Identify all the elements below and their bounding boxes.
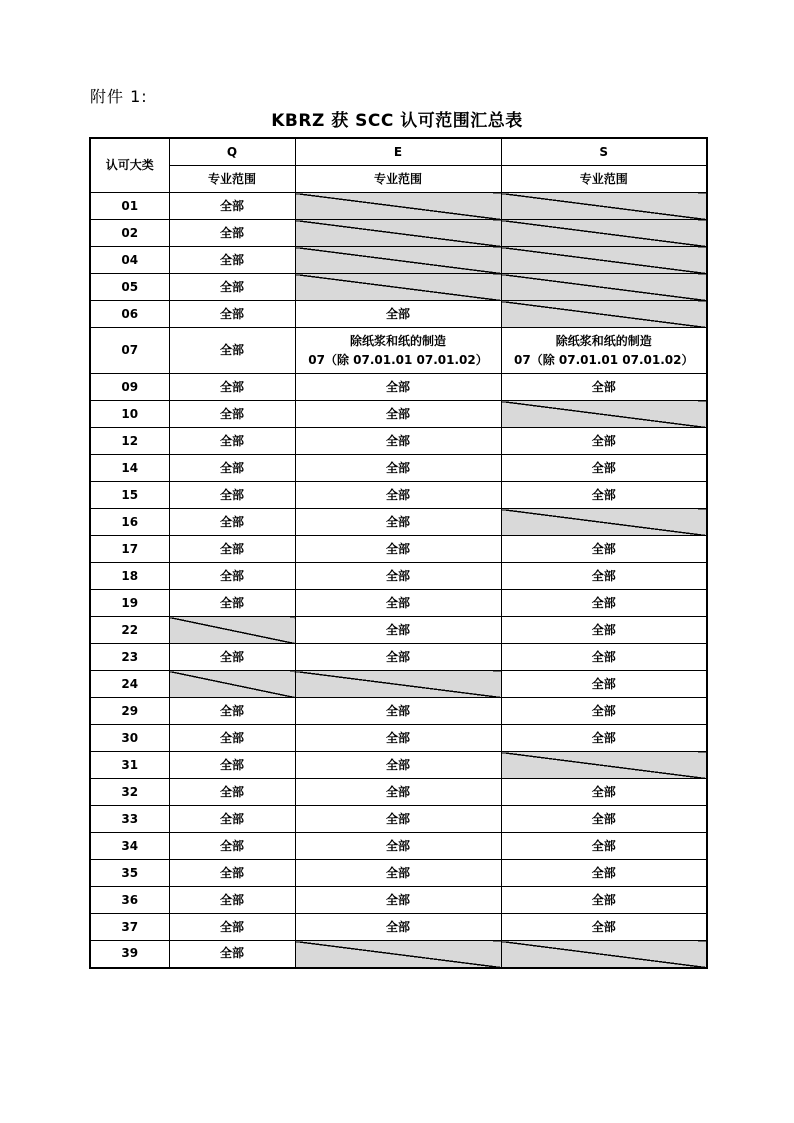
header-row-subheaders: [90, 166, 707, 193]
cell-s-not-applicable: [501, 274, 707, 301]
cell-e: 全部: [295, 887, 501, 914]
cell-s-not-applicable: [501, 752, 707, 779]
cell-category: 37: [90, 914, 169, 941]
cell-category: 30: [90, 725, 169, 752]
cell-q: 全部: [169, 563, 295, 590]
table-row: [90, 590, 707, 617]
cell-category: 23: [90, 644, 169, 671]
cell-e: 全部: [295, 590, 501, 617]
cell-q: 全部: [169, 833, 295, 860]
cell-s: 全部: [501, 590, 707, 617]
cell-e: 全部: [295, 698, 501, 725]
cell-s: 全部: [501, 833, 707, 860]
cell-e: 全部: [295, 509, 501, 536]
cell-category: 14: [90, 455, 169, 482]
table-body: [90, 193, 707, 968]
cell-s-not-applicable: [501, 941, 707, 968]
cell-category: 34: [90, 833, 169, 860]
cell-category: 39: [90, 941, 169, 968]
cell-q: 全部: [169, 482, 295, 509]
table-row: [90, 220, 707, 247]
cell-category: 04: [90, 247, 169, 274]
table-row: [90, 247, 707, 274]
table-row: [90, 193, 707, 220]
cell-category: 32: [90, 779, 169, 806]
cell-category: 36: [90, 887, 169, 914]
cell-q: 全部: [169, 941, 295, 968]
cell-category: 01: [90, 193, 169, 220]
cell-q: 全部: [169, 428, 295, 455]
table-row: [90, 428, 707, 455]
cell-q: 全部: [169, 247, 295, 274]
cell-q: 全部: [169, 301, 295, 328]
cell-s: 全部: [501, 536, 707, 563]
cell-q: 全部: [169, 779, 295, 806]
cell-e: 全部: [295, 914, 501, 941]
header-row-groups: [90, 138, 707, 166]
cell-q-not-applicable: [169, 671, 295, 698]
cell-s-not-applicable: [501, 509, 707, 536]
table-row: [90, 833, 707, 860]
cell-category: 19: [90, 590, 169, 617]
cell-category: 22: [90, 617, 169, 644]
cell-category: 12: [90, 428, 169, 455]
cell-q: 全部: [169, 455, 295, 482]
cell-e: 全部: [295, 617, 501, 644]
cell-category: 07: [90, 328, 169, 374]
table-row: [90, 509, 707, 536]
cell-q: 全部: [169, 806, 295, 833]
cell-category: 02: [90, 220, 169, 247]
table-row: [90, 301, 707, 328]
table-row: [90, 563, 707, 590]
table-row: [90, 482, 707, 509]
cell-e: 全部: [295, 301, 501, 328]
cell-s: 全部: [501, 671, 707, 698]
cell-e: 全部: [295, 752, 501, 779]
table-row: [90, 752, 707, 779]
subheader-e: 专业范围: [295, 166, 501, 193]
header-category: 认可大类: [90, 138, 169, 193]
cell-s-not-applicable: [501, 193, 707, 220]
table-row: [90, 671, 707, 698]
cell-s: 全部: [501, 428, 707, 455]
cell-q: 全部: [169, 220, 295, 247]
cell-line: 除纸浆和纸的制造: [349, 333, 446, 348]
cell-s: 全部: [501, 887, 707, 914]
cell-q: 全部: [169, 328, 295, 374]
table-row: [90, 941, 707, 968]
table-row: [90, 860, 707, 887]
cell-q: 全部: [169, 725, 295, 752]
cell-category: 16: [90, 509, 169, 536]
table-row: [90, 725, 707, 752]
subheader-q: 专业范围: [169, 166, 295, 193]
cell-category: 31: [90, 752, 169, 779]
cell-q: 全部: [169, 644, 295, 671]
header-group-e: E: [295, 138, 501, 166]
cell-q: 全部: [169, 509, 295, 536]
cell-e-not-applicable: [295, 220, 501, 247]
cell-category: 35: [90, 860, 169, 887]
cell-category: 05: [90, 274, 169, 301]
cell-e: [295, 328, 501, 374]
cell-q: 全部: [169, 590, 295, 617]
cell-e-not-applicable: [295, 274, 501, 301]
cell-e: 全部: [295, 374, 501, 401]
cell-e: 全部: [295, 428, 501, 455]
cell-q: 全部: [169, 752, 295, 779]
cell-s-not-applicable: [501, 247, 707, 274]
cell-q: 全部: [169, 374, 295, 401]
cell-s: 全部: [501, 617, 707, 644]
cell-s: 全部: [501, 779, 707, 806]
cell-q: 全部: [169, 914, 295, 941]
table-row: [90, 274, 707, 301]
cell-q: 全部: [169, 887, 295, 914]
table-row: [90, 374, 707, 401]
cell-s: 全部: [501, 644, 707, 671]
subheader-s: 专业范围: [501, 166, 707, 193]
cell-q: 全部: [169, 401, 295, 428]
cell-e: 全部: [295, 482, 501, 509]
cell-s-not-applicable: [501, 301, 707, 328]
cell-e: 全部: [295, 806, 501, 833]
cell-category: 33: [90, 806, 169, 833]
cell-category: 15: [90, 482, 169, 509]
attachment-label: 附件 1:: [90, 87, 148, 106]
cell-s: 全部: [501, 860, 707, 887]
cell-line: 07（除 07.01.01 07.01.02）: [514, 352, 694, 367]
table-row: [90, 806, 707, 833]
cell-e: 全部: [295, 644, 501, 671]
cell-s: 全部: [501, 725, 707, 752]
cell-s: [501, 328, 707, 374]
cell-e-not-applicable: [295, 671, 501, 698]
cell-e: 全部: [295, 725, 501, 752]
cell-s: 全部: [501, 806, 707, 833]
table-row: [90, 401, 707, 428]
cell-s: 全部: [501, 455, 707, 482]
cell-e: 全部: [295, 779, 501, 806]
cell-s-not-applicable: [501, 220, 707, 247]
cell-e-not-applicable: [295, 193, 501, 220]
table-row: [90, 617, 707, 644]
cell-category: 29: [90, 698, 169, 725]
cell-e: 全部: [295, 455, 501, 482]
header-group-s: S: [501, 138, 707, 166]
cell-e: 全部: [295, 860, 501, 887]
cell-e: 全部: [295, 563, 501, 590]
table-row: [90, 328, 707, 374]
table-row: [90, 887, 707, 914]
cell-e: 全部: [295, 833, 501, 860]
cell-e: 全部: [295, 536, 501, 563]
cell-line: 除纸浆和纸的制造: [555, 333, 652, 348]
cell-s-not-applicable: [501, 401, 707, 428]
table-header: [90, 138, 707, 193]
table-row: [90, 536, 707, 563]
table-row: [90, 698, 707, 725]
cell-category: 06: [90, 301, 169, 328]
cell-e: 全部: [295, 401, 501, 428]
cell-category: 10: [90, 401, 169, 428]
header-group-q: Q: [169, 138, 295, 166]
cell-s: 全部: [501, 914, 707, 941]
page-title: KBRZ 获 SCC 认可范围汇总表: [271, 111, 523, 131]
cell-category: 09: [90, 374, 169, 401]
cell-category: 18: [90, 563, 169, 590]
table-row: [90, 455, 707, 482]
cell-q: 全部: [169, 536, 295, 563]
cell-s: 全部: [501, 482, 707, 509]
cell-e-not-applicable: [295, 247, 501, 274]
cell-e-not-applicable: [295, 941, 501, 968]
table-row: [90, 914, 707, 941]
table-row: [90, 779, 707, 806]
cell-q: 全部: [169, 698, 295, 725]
cell-category: 17: [90, 536, 169, 563]
table-row: [90, 644, 707, 671]
cell-q: 全部: [169, 274, 295, 301]
cell-q: 全部: [169, 860, 295, 887]
cell-category: 24: [90, 671, 169, 698]
cell-q-not-applicable: [169, 617, 295, 644]
cell-s: 全部: [501, 374, 707, 401]
cell-s: 全部: [501, 698, 707, 725]
cell-line: 07（除 07.01.01 07.01.02）: [308, 352, 488, 367]
cell-s: 全部: [501, 563, 707, 590]
scope-table: [89, 137, 708, 969]
cell-q: 全部: [169, 193, 295, 220]
